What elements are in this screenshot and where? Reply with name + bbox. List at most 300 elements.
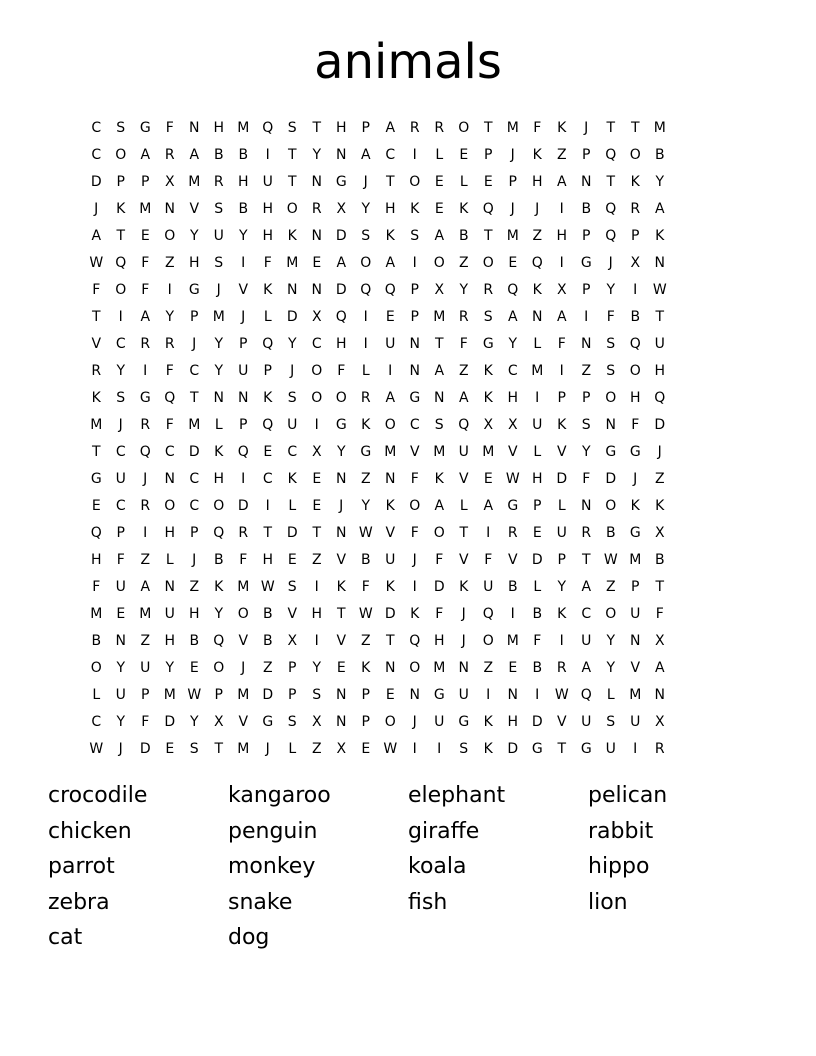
- grid-letter: R: [654, 740, 665, 757]
- grid-letter: M: [384, 443, 397, 460]
- grid-letter: I: [412, 254, 417, 271]
- grid-letter: L: [288, 740, 297, 757]
- grid-letter: B: [458, 227, 469, 244]
- grid-row: [84, 141, 732, 168]
- grid-letter: H: [213, 119, 225, 136]
- grid-letter: W: [187, 686, 202, 703]
- grid-letter: N: [336, 686, 347, 703]
- grid-letter: R: [140, 497, 151, 514]
- grid-letter: I: [510, 605, 515, 622]
- grid-letter: K: [385, 227, 395, 244]
- grid-letter: L: [361, 362, 370, 379]
- grid-letter: D: [262, 686, 274, 703]
- grid-letter: P: [582, 146, 591, 163]
- grid-letter: Z: [458, 362, 469, 379]
- grid-letter: K: [361, 416, 371, 433]
- grid-letter: J: [94, 200, 99, 217]
- grid-letter: U: [385, 335, 396, 352]
- grid-letter: Q: [629, 335, 641, 352]
- grid-letter: V: [91, 335, 102, 352]
- grid-letter: P: [582, 227, 591, 244]
- grid-letter: N: [581, 497, 592, 514]
- grid-letter: H: [188, 605, 200, 622]
- grid-letter: U: [115, 470, 126, 487]
- grid-letter: H: [629, 389, 641, 406]
- grid-letter: X: [336, 740, 347, 757]
- grid-letter: G: [531, 740, 543, 757]
- grid-letter: P: [631, 227, 640, 244]
- grid-letter: K: [459, 578, 469, 595]
- grid-letter: T: [655, 308, 665, 325]
- grid-letter: V: [556, 443, 567, 460]
- grid-letter: J: [192, 335, 197, 352]
- grid-letter: A: [140, 308, 151, 325]
- grid-letter: U: [140, 659, 151, 676]
- grid-letter: E: [385, 686, 395, 703]
- grid-letter: B: [581, 200, 592, 217]
- grid-letter: I: [535, 686, 540, 703]
- grid-letter: U: [238, 362, 249, 379]
- grid-letter: F: [165, 119, 174, 136]
- grid-letter: O: [482, 254, 494, 271]
- grid-letter: Z: [605, 578, 616, 595]
- grid-letter: R: [458, 308, 469, 325]
- grid-letter: X: [434, 281, 445, 298]
- grid-letter: A: [140, 578, 151, 595]
- grid-letter: M: [433, 308, 446, 325]
- grid-letter: W: [383, 740, 398, 757]
- grid-letter: N: [115, 632, 126, 649]
- grid-row: [84, 546, 732, 573]
- grid-letter: T: [434, 335, 444, 352]
- grid-letter: E: [385, 308, 395, 325]
- grid-letter: I: [584, 308, 589, 325]
- grid-letter: A: [360, 146, 371, 163]
- grid-letter: M: [188, 416, 201, 433]
- grid-letter: A: [458, 389, 469, 406]
- grid-letter: P: [484, 146, 493, 163]
- grid-letter: N: [630, 632, 641, 649]
- grid-letter: Z: [458, 254, 469, 271]
- grid-row: [84, 303, 732, 330]
- grid-letter: T: [287, 146, 297, 163]
- grid-letter: V: [556, 713, 567, 730]
- grid-letter: P: [214, 686, 223, 703]
- grid-letter: W: [358, 605, 373, 622]
- grid-letter: Z: [164, 254, 175, 271]
- grid-letter: F: [459, 335, 468, 352]
- grid-letter: U: [605, 740, 616, 757]
- grid-letter: N: [507, 686, 518, 703]
- grid-letter: K: [434, 470, 444, 487]
- grid-letter: K: [630, 497, 640, 514]
- grid-letter: N: [336, 713, 347, 730]
- grid-letter: T: [655, 578, 665, 595]
- grid-row: [84, 249, 732, 276]
- grid-row: [84, 519, 732, 546]
- grid-letter: M: [212, 308, 225, 325]
- grid-letter: F: [116, 551, 125, 568]
- grid-letter: E: [483, 470, 493, 487]
- grid-letter: L: [435, 146, 444, 163]
- grid-letter: T: [287, 173, 297, 190]
- grid-row: [84, 168, 732, 195]
- grid-letter: Y: [361, 200, 371, 217]
- grid-letter: V: [630, 659, 641, 676]
- grid-letter: W: [358, 524, 373, 541]
- grid-letter: M: [90, 605, 103, 622]
- grid-letter: V: [238, 713, 249, 730]
- grid-letter: M: [629, 551, 642, 568]
- grid-letter: Z: [532, 227, 543, 244]
- grid-letter: Q: [360, 281, 372, 298]
- grid-letter: X: [556, 281, 567, 298]
- grid-letter: L: [557, 497, 566, 514]
- grid-letter: U: [581, 713, 592, 730]
- grid-letter: E: [287, 551, 297, 568]
- grid-letter: G: [482, 335, 494, 352]
- grid-letter: K: [214, 443, 224, 460]
- grid-letter: Y: [361, 497, 371, 514]
- grid-letter: J: [657, 443, 662, 460]
- grid-letter: Y: [189, 227, 199, 244]
- grid-row: [84, 627, 732, 654]
- grid-letter: O: [605, 497, 617, 514]
- grid-letter: D: [90, 173, 102, 190]
- grid-letter: P: [190, 308, 199, 325]
- grid-letter: S: [606, 335, 616, 352]
- grid-letter: S: [287, 389, 297, 406]
- grid-letter: H: [188, 254, 200, 271]
- grid-letter: X: [483, 416, 494, 433]
- word-bank-item: rabbit: [588, 818, 654, 844]
- grid-letter: I: [633, 281, 638, 298]
- grid-letter: F: [435, 605, 444, 622]
- grid-letter: A: [140, 146, 151, 163]
- grid-letter: K: [557, 119, 567, 136]
- grid-letter: K: [385, 578, 395, 595]
- grid-letter: K: [483, 362, 493, 379]
- grid-letter: K: [630, 173, 640, 190]
- grid-letter: S: [606, 362, 616, 379]
- grid-letter: P: [582, 389, 591, 406]
- grid-letter: N: [238, 389, 249, 406]
- grid-letter: D: [335, 281, 347, 298]
- grid-letter: S: [312, 686, 322, 703]
- grid-letter: S: [189, 740, 199, 757]
- grid-letter: H: [262, 551, 274, 568]
- grid-letter: O: [311, 362, 323, 379]
- word-bank-item: kangaroo: [228, 783, 331, 808]
- grid-letter: Y: [116, 659, 126, 676]
- grid-letter: Q: [409, 632, 421, 649]
- grid-letter: L: [165, 551, 174, 568]
- grid-letter: M: [237, 740, 250, 757]
- grid-letter: W: [89, 740, 104, 757]
- grid-letter: C: [262, 470, 273, 487]
- grid-letter: E: [91, 497, 101, 514]
- grid-letter: Y: [459, 281, 469, 298]
- grid-letter: M: [506, 119, 519, 136]
- grid-row: [84, 735, 732, 762]
- grid-letter: B: [262, 605, 273, 622]
- grid-letter: U: [213, 227, 224, 244]
- grid-letter: Y: [508, 335, 518, 352]
- grid-letter: U: [385, 551, 396, 568]
- grid-letter: R: [630, 200, 641, 217]
- grid-letter: J: [192, 551, 197, 568]
- grid-letter: B: [532, 605, 543, 622]
- grid-letter: J: [143, 470, 148, 487]
- grid-letter: W: [652, 281, 667, 298]
- grid-letter: V: [385, 524, 396, 541]
- grid-letter: V: [238, 632, 249, 649]
- grid-letter: Y: [312, 659, 322, 676]
- grid-letter: O: [605, 389, 617, 406]
- grid-letter: L: [92, 686, 101, 703]
- grid-letter: R: [556, 659, 567, 676]
- grid-letter: M: [286, 254, 299, 271]
- grid-letter: O: [605, 605, 617, 622]
- grid-letter: I: [486, 524, 491, 541]
- grid-letter: Q: [262, 416, 274, 433]
- grid-letter: M: [506, 632, 519, 649]
- grid-letter: B: [654, 551, 665, 568]
- grid-letter: Z: [262, 659, 273, 676]
- grid-letter: M: [433, 659, 446, 676]
- grid-letter: F: [435, 551, 444, 568]
- grid-letter: M: [139, 605, 152, 622]
- grid-letter: C: [189, 497, 200, 514]
- grid-letter: Q: [164, 389, 176, 406]
- grid-letter: G: [335, 173, 347, 190]
- grid-letter: K: [263, 281, 273, 298]
- grid-letter: R: [507, 524, 518, 541]
- grid-letter: H: [237, 173, 249, 190]
- grid-letter: P: [239, 335, 248, 352]
- grid-letter: V: [238, 281, 249, 298]
- grid-letter: U: [483, 578, 494, 595]
- grid-letter: U: [532, 416, 543, 433]
- grid-letter: E: [361, 740, 371, 757]
- grid-letter: P: [288, 659, 297, 676]
- grid-letter: Z: [189, 578, 200, 595]
- grid-letter: T: [91, 308, 101, 325]
- grid-letter: U: [630, 605, 641, 622]
- grid-letter: T: [557, 740, 567, 757]
- grid-letter: I: [314, 632, 319, 649]
- grid-letter: N: [385, 470, 396, 487]
- grid-letter: J: [608, 254, 613, 271]
- grid-letter: C: [311, 335, 322, 352]
- grid-letter: L: [533, 335, 542, 352]
- grid-letter: B: [189, 632, 200, 649]
- grid-letter: Q: [90, 524, 102, 541]
- grid-letter: O: [115, 146, 127, 163]
- grid-letter: W: [603, 551, 618, 568]
- grid-letter: O: [629, 362, 641, 379]
- grid-letter: X: [213, 713, 224, 730]
- grid-letter: B: [360, 551, 371, 568]
- grid-letter: F: [631, 416, 640, 433]
- grid-letter: F: [165, 416, 174, 433]
- word-bank-item: chicken: [48, 818, 132, 844]
- grid-letter: Z: [140, 551, 151, 568]
- grid-letter: E: [165, 740, 175, 757]
- grid-letter: U: [458, 686, 469, 703]
- word-bank-item: koala: [408, 854, 467, 879]
- grid-letter: Z: [311, 740, 322, 757]
- grid-letter: F: [533, 632, 542, 649]
- grid-letter: K: [532, 146, 542, 163]
- grid-letter: Z: [360, 632, 371, 649]
- grid-letter: K: [385, 497, 395, 514]
- grid-letter: G: [629, 524, 641, 541]
- grid-letter: O: [360, 254, 372, 271]
- grid-letter: F: [410, 470, 419, 487]
- grid-letter: P: [141, 173, 150, 190]
- grid-letter: X: [507, 416, 518, 433]
- grid-letter: S: [287, 713, 297, 730]
- grid-letter: P: [533, 497, 542, 514]
- grid-letter: Y: [287, 335, 297, 352]
- grid-letter: K: [287, 470, 297, 487]
- grid-letter: Y: [557, 578, 567, 595]
- grid-letter: F: [141, 254, 150, 271]
- grid-letter: H: [531, 173, 543, 190]
- grid-letter: J: [535, 200, 540, 217]
- grid-letter: T: [483, 227, 493, 244]
- grid-letter: L: [533, 443, 542, 460]
- grid-letter: Y: [655, 173, 665, 190]
- grid-letter: C: [115, 335, 126, 352]
- grid-letter: Q: [139, 443, 151, 460]
- grid-letter: J: [339, 497, 344, 514]
- grid-letter: G: [139, 119, 151, 136]
- grid-letter: D: [384, 605, 396, 622]
- grid-letter: R: [140, 416, 151, 433]
- grid-letter: G: [580, 254, 592, 271]
- grid-letter: Q: [262, 119, 274, 136]
- grid-letter: B: [507, 578, 518, 595]
- grid-letter: F: [337, 362, 346, 379]
- grid-letter: P: [263, 362, 272, 379]
- grid-letter: I: [241, 470, 246, 487]
- grid-letter: A: [434, 227, 445, 244]
- grid-letter: I: [143, 362, 148, 379]
- grid-letter: E: [508, 254, 518, 271]
- grid-letter: Q: [605, 146, 617, 163]
- grid-letter: J: [510, 146, 515, 163]
- grid-letter: K: [557, 605, 567, 622]
- grid-letter: K: [483, 740, 493, 757]
- grid-letter: K: [655, 227, 665, 244]
- grid-letter: O: [311, 389, 323, 406]
- grid-row: [84, 438, 732, 465]
- grid-letter: X: [654, 524, 665, 541]
- grid-letter: L: [288, 497, 297, 514]
- grid-letter: C: [115, 443, 126, 460]
- word-bank-item: parrot: [48, 854, 115, 879]
- grid-letter: N: [654, 254, 665, 271]
- word-bank-item: fish: [408, 889, 448, 915]
- grid-letter: B: [605, 524, 616, 541]
- grid-letter: O: [164, 227, 176, 244]
- grid-letter: K: [214, 578, 224, 595]
- grid-letter: C: [287, 443, 298, 460]
- grid-letter: F: [410, 524, 419, 541]
- grid-letter: K: [557, 416, 567, 433]
- grid-letter: U: [115, 686, 126, 703]
- grid-letter: Z: [360, 470, 371, 487]
- grid-letter: E: [483, 173, 493, 190]
- grid-letter: M: [163, 686, 176, 703]
- grid-letter: O: [409, 173, 421, 190]
- grid-letter: A: [385, 254, 396, 271]
- grid-letter: I: [265, 146, 270, 163]
- grid-letter: V: [458, 551, 469, 568]
- grid-letter: O: [458, 119, 470, 136]
- grid-letter: G: [90, 470, 102, 487]
- grid-letter: N: [164, 578, 175, 595]
- grid-letter: L: [263, 308, 272, 325]
- grid-letter: O: [384, 713, 396, 730]
- grid-letter: R: [360, 389, 371, 406]
- grid-letter: L: [606, 686, 615, 703]
- grid-letter: R: [91, 362, 102, 379]
- grid-letter: V: [409, 443, 420, 460]
- word-bank-item: zebra: [48, 889, 110, 915]
- grid-letter: V: [458, 470, 469, 487]
- grid-letter: D: [286, 524, 298, 541]
- grid-letter: H: [262, 227, 274, 244]
- grid-letter: J: [412, 713, 417, 730]
- grid-letter: C: [189, 362, 200, 379]
- grid-letter: A: [654, 200, 665, 217]
- grid-letter: A: [507, 308, 518, 325]
- grid-letter: T: [606, 173, 616, 190]
- grid-letter: F: [361, 578, 370, 595]
- grid-row: [84, 357, 732, 384]
- grid-letter: T: [91, 443, 101, 460]
- grid-letter: P: [141, 686, 150, 703]
- grid-letter: T: [263, 524, 273, 541]
- grid-letter: O: [286, 200, 298, 217]
- grid-letter: H: [531, 470, 543, 487]
- grid-letter: M: [531, 362, 544, 379]
- grid-letter: Y: [581, 443, 591, 460]
- grid-letter: W: [554, 686, 569, 703]
- grid-letter: D: [556, 470, 568, 487]
- grid-letter: G: [507, 497, 519, 514]
- grid-letter: A: [385, 119, 396, 136]
- grid-letter: P: [631, 578, 640, 595]
- grid-letter: A: [556, 308, 567, 325]
- grid-letter: C: [189, 470, 200, 487]
- grid-letter: I: [143, 524, 148, 541]
- grid-letter: R: [140, 335, 151, 352]
- grid-letter: K: [361, 659, 371, 676]
- grid-letter: J: [118, 740, 123, 757]
- grid-letter: I: [559, 200, 564, 217]
- grid-letter: B: [213, 551, 224, 568]
- grid-letter: F: [92, 578, 101, 595]
- grid-letter: E: [312, 254, 322, 271]
- grid-letter: N: [287, 281, 298, 298]
- grid-letter: Q: [531, 254, 543, 271]
- grid-letter: X: [164, 173, 175, 190]
- grid-letter: S: [410, 227, 420, 244]
